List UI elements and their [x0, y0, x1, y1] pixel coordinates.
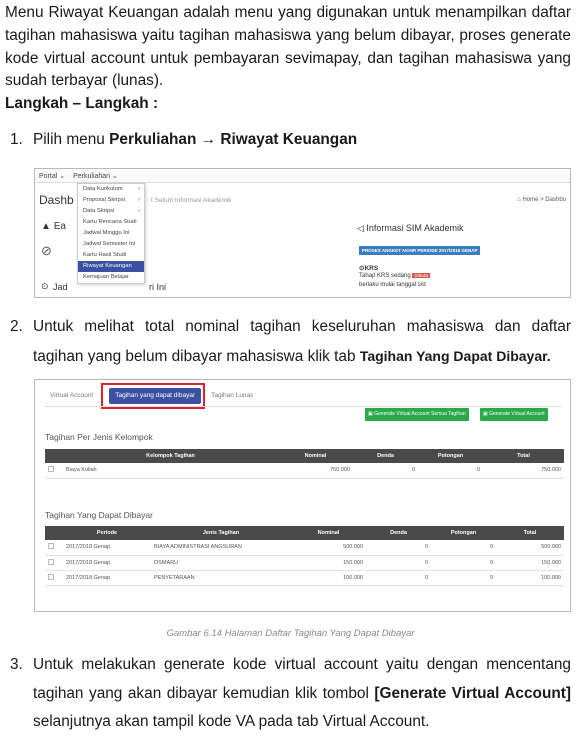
col-denda: Denda — [366, 526, 431, 540]
portal-menu[interactable]: Portal ⌄ — [39, 172, 66, 180]
tab-divider — [44, 406, 561, 407]
save-icon: ▣ — [368, 411, 375, 417]
step-1 — [10, 126, 571, 155]
figure-caption: Gambar 6.14 Halaman Daftar Tagihan Yang Dapat Dibayar — [166, 628, 415, 639]
menu-item-proposal-skripsi[interactable]: Proposal Skripsi › — [78, 195, 144, 206]
perkuliahan-menu[interactable]: Perkuliahan ⌄ — [73, 172, 118, 180]
chevron-right-icon: › — [138, 186, 140, 192]
chevron-right-icon: › — [138, 208, 140, 214]
step-3-text-end: selanjutnya akan tampil kode VA pada tab Virtual Account. — [33, 713, 430, 730]
col-periode: Periode — [63, 526, 151, 540]
menu-item-khs[interactable]: Kartu Hasil Studi — [83, 252, 127, 258]
status-badge: Dibuka — [414, 273, 429, 278]
col-jenis: Jenis Tagihan — [151, 526, 291, 540]
col-denda: Denda — [353, 449, 418, 463]
tab-tagihan-lunas[interactable]: Tagihan Lunas — [211, 392, 254, 399]
bullhorn-icon: ◁ — [357, 223, 367, 233]
info-badge: PROSES ANGKET AKHIR PERIODE 2017/2018 GENAP — [359, 246, 480, 255]
row-checkbox[interactable] — [48, 559, 54, 565]
step-3-text: Untuk melakukan generate kode virtual account yaitu dengan mencentang tagihan yang akan dibayar kemudian klik tombol — [33, 656, 571, 702]
step-1-text: Pilih menu — [33, 131, 110, 148]
step-2-number: 2. — [10, 318, 23, 335]
screenshot-menu — [34, 168, 571, 298]
menu-item-data-skripsi[interactable]: Data Skripsi › — [78, 206, 144, 217]
table-row: Biaya Kuliah 750.000 0 0 750.000 — [45, 463, 564, 478]
step-3-button-name: [Generate Virtual Account] — [374, 684, 571, 702]
jadwal-label-end: ri Ini — [149, 282, 167, 292]
jadwal-label: Jad — [53, 282, 68, 292]
clock-icon: ⊙ — [359, 265, 365, 272]
top-navbar — [35, 169, 570, 183]
step-1-number: 1. — [10, 131, 23, 148]
step-2 — [10, 313, 571, 371]
row-checkbox[interactable] — [48, 543, 54, 549]
home-icon: ⌂ — [517, 197, 523, 203]
clock-icon: ⊙ — [41, 281, 49, 291]
ban-icon: ⊘ — [41, 243, 52, 258]
table-kelompok — [45, 449, 564, 479]
col-potongan: Potongan — [418, 449, 483, 463]
home-link[interactable]: ⌂ Home > Dashbo — [517, 197, 566, 203]
tab-virtual-account[interactable]: Virtual Account — [50, 392, 94, 399]
menu-item-jadwal-minggu[interactable]: Jadwal Minggu Ini — [83, 230, 130, 236]
generate-va-button[interactable]: ▣ Generate Virtual Account — [480, 408, 548, 421]
save-icon: ▣ — [483, 411, 490, 417]
section-title-dapat-dibayar: Tagihan Yang Dapat Dibayar — [45, 510, 153, 520]
steps-heading: Langkah – Langkah : — [5, 95, 159, 112]
row-checkbox[interactable] — [48, 574, 54, 580]
warning-icon: ▲ — [41, 221, 54, 232]
step-3 — [10, 651, 571, 737]
section-title-kelompok: Tagihan Per Jenis Kelompok — [45, 432, 153, 442]
step-2-tab-name: Tagihan Yang Dapat Dibayar. — [359, 347, 551, 364]
col-total: Total — [496, 526, 564, 540]
step-1-menu-path: Perkuliahan → Riwayat Keuangan — [109, 131, 358, 148]
warning-row: ▲ Ea — [41, 221, 66, 232]
col-potongan: Potongan — [431, 526, 496, 540]
col-kelompok: Kelompok Tagihan — [63, 449, 278, 463]
table-dapat-dibayar — [45, 526, 564, 586]
menu-item-jadwal-semester[interactable]: Jadwal Semester Ini — [83, 241, 136, 247]
perkuliahan-dropdown — [77, 183, 145, 284]
generate-all-button[interactable]: ▣ Generate Virtual Account Semua Tagihan — [365, 408, 469, 421]
col-nominal: Nominal — [278, 449, 353, 463]
intro-paragraph: Menu Riwayat Keuangan adalah menu yang digunakan untuk menampilkan daftar tagihan mahasiswa yaitu tagihan mahasiswa yang belum dibayar, proses generate kode virtual account untuk pembayaran sevimapay, dan tagihan mahasiswa yang sudah terbayar (lunas). — [5, 4, 571, 90]
screenshot-tagihan — [34, 379, 571, 612]
menu-item-kemajuan-belajar[interactable]: Kemajuan Belajar — [83, 274, 129, 280]
menu-item-riwayat-keuangan[interactable]: Riwayat Keuangan — [78, 261, 144, 272]
step-3-number: 3. — [10, 656, 23, 673]
chevron-right-icon: › — [138, 197, 140, 203]
step-2-text: Untuk melihat total nominal tagihan keseluruhan mahasiswa dan daftar tagihan yang belum dibayar mahasiswa klik tab — [33, 318, 571, 365]
dashboard-title: Dashb — [39, 193, 74, 207]
tab-tagihan-dapat-dibayar[interactable]: Tagihan yang dapat dibayar — [109, 388, 201, 404]
krs-date: berlaku mulai tanggal s/d — [359, 282, 426, 288]
col-total: Total — [483, 449, 564, 463]
table-row: 2017/2018 Genap OSMARU 150.000 0 0 150.000 — [45, 555, 564, 570]
krs-heading: ⊙KRS — [359, 265, 379, 272]
table-row: 2017/2018 Genap BIAYA ADMINISTRASI ANGSURAN 500.000 0 0 500.000 — [45, 540, 564, 555]
breadcrumb: t Selum Informasi Akademik — [151, 197, 232, 204]
info-panel-title: ◁ Informasi SIM Akademik — [357, 223, 464, 233]
col-nominal: Nominal — [291, 526, 366, 540]
krs-status: Tahap KRS sedang Dibuka — [359, 273, 429, 279]
menu-item-data-kurikulum[interactable]: Data Kurikulum › — [78, 184, 144, 195]
row-checkbox[interactable] — [48, 466, 54, 472]
table-row: 2017/2018 Genap PENYETARAAN 100.000 0 0 100.000 — [45, 570, 564, 585]
menu-item-krs[interactable]: Kartu Rencana Studi — [83, 219, 137, 225]
